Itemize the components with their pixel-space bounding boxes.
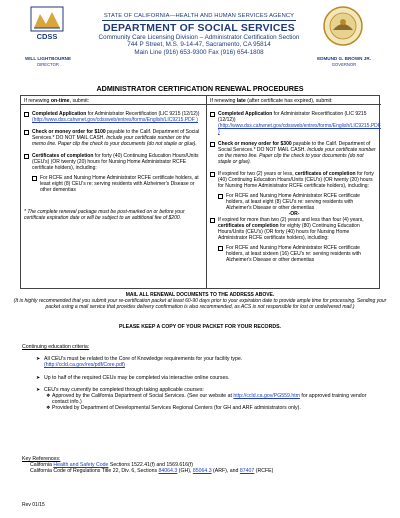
on-time-ceu-item <box>24 153 203 171</box>
checkbox[interactable] <box>210 218 215 223</box>
item-text: If expired for two (2) years or less, <box>218 171 295 177</box>
continuing-education-heading: Continuing education criteria: <box>22 344 90 350</box>
late-check-item <box>210 141 378 165</box>
late-header <box>207 96 381 105</box>
item-text: for Administrator Recertification (LIC 9215 (12/12)) <box>86 111 200 117</box>
reference-text: California Code of Regulations Title 22, Div. 6, Sections <box>30 468 159 475</box>
item-text: for Administrator Recertification (LIC 9215 (12/12)) <box>218 111 367 123</box>
item-bold: certificates of completion <box>218 223 279 229</box>
mail-instructions <box>12 292 388 310</box>
checkbox[interactable] <box>218 246 223 251</box>
criteria-subbullet <box>22 393 382 405</box>
key-references <box>22 456 382 475</box>
bullet-text: CEU's may currently be completed through taking applicable courses: <box>44 386 204 393</box>
late-header-bold: late <box>236 97 246 104</box>
late-column <box>207 96 381 288</box>
subitem-text: For RCFE and Nursing Home Administrator RCFE certificate holders, at least eight (8) CEU's re: serving residents with Alzheimer's Disease or other dementias <box>40 175 199 193</box>
agency-block <box>90 4 308 56</box>
on-time-header-post: , submit: <box>69 97 90 104</box>
section-87407-link[interactable]: 87407 <box>239 468 255 475</box>
criteria-bullet <box>22 375 382 381</box>
item-bold: Check or money order for $300 <box>218 141 292 147</box>
director-name: WILL LIGHTBOURNE <box>24 56 72 61</box>
late-header-post: (after certificate has expired), submit: <box>245 97 333 104</box>
postmark-note: * The complete renewal package must be post-marked on or before your certificate expiration date or will be subject to an additional fee of $200. <box>24 209 185 221</box>
arrow-bullet-icon: ➤ <box>36 356 41 363</box>
late-application-item <box>210 111 381 135</box>
item-bold: certificates of completion <box>294 171 356 177</box>
item-text: for forty (40) Continuing Education Hours/Units (CEU's) (OR twenty (20) hours for Nursing Home Administrator RCFE certificate holders), including: <box>218 171 374 189</box>
item-text: payable to the Calif. Department of Social Services.* DO NOT MAIL CASH. <box>32 129 200 141</box>
checkbox[interactable] <box>24 112 29 117</box>
criteria-subbullet <box>22 405 382 411</box>
checkbox[interactable] <box>218 194 223 199</box>
section-84064-link[interactable]: 84064.3 <box>158 468 178 475</box>
arrow-bullet-icon: ➤ <box>36 374 41 381</box>
checkbox[interactable] <box>24 130 29 135</box>
on-time-header-pre: If renewing <box>24 97 51 104</box>
governor-title: GOVERNOR <box>331 62 357 67</box>
address-line: 744 P Street, M.S. 9-14-47, Sacramento, CA 95814 <box>127 41 271 49</box>
keep-copy-notice: PLEASE KEEP A COPY OF YOUR PACKET FOR YOUR RECORDS. <box>119 324 281 330</box>
late-ceu-80-item <box>210 217 378 241</box>
item-italic: Include your certificate number on the memo line. Paper clip the check to your documents (do not staple or glue). <box>32 135 197 147</box>
director-title: DIRECTOR <box>37 62 59 67</box>
subbullet-text: for approved training vendor contact info.) <box>52 393 367 406</box>
diamond-bullet-icon: ❖ <box>46 393 51 400</box>
on-time-application-item <box>24 111 203 123</box>
checkbox[interactable] <box>210 172 215 177</box>
subbullet-text: Approved by the California Department of Social Services. (See our website at <box>52 393 234 400</box>
subbullet-text: Provided by Department of Developmental Services Regional Centers (for GH and ARF administrators only). <box>52 405 301 412</box>
application-form-link[interactable]: (http://www.dss.cahwnet.gov/cdssweb/entres/forms/English/LIC9215.PDF ) <box>32 117 198 123</box>
reference-text: (RCFE) <box>254 468 274 475</box>
on-time-header <box>21 96 206 105</box>
subitem-text: For RCFE and Nursing Home Administrator RCFE certificate holders, at least eight (8) CEU's re: serving residents with Alzheimer's Disease or other dementias <box>226 193 360 211</box>
reference-text: (GH), <box>177 468 193 475</box>
reference-text: California <box>30 462 54 469</box>
renewal-table <box>20 95 380 289</box>
item-text: payable to the Calif. Department of Social Services.* DO NOT MAIL CASH. <box>218 141 371 153</box>
key-references-heading: Key References: <box>22 456 61 462</box>
on-time-column <box>21 96 207 288</box>
application-form-link[interactable]: (http://www.dss.cahwnet.gov/cdssweb/entres/forms/English/LIC9215.PDF ) <box>218 123 381 135</box>
document-title: ADMINISTRATOR CERTIFICATION RENEWAL PROCEDURES <box>96 84 304 93</box>
diamond-bullet-icon: ❖ <box>46 405 51 412</box>
agency-name: DEPARTMENT OF SOCIAL SERVICES <box>103 23 295 34</box>
item-bold: Completed Application <box>32 111 87 117</box>
item-text: If expired for more than two (2) years and less than four (4) years, <box>218 217 364 223</box>
checkbox[interactable] <box>210 112 215 117</box>
core-of-knowledge-link[interactable]: (http://ccld.ca.gov/res/pdf/Core.pdf) <box>44 362 126 369</box>
mail-heading: MAIL ALL RENEWAL DOCUMENTS TO THE ADDRESS ABOVE. <box>125 292 275 298</box>
division-line: Community Care Licensing Division – Administrator Certification Section <box>98 34 300 41</box>
letterhead <box>0 0 400 78</box>
cdss-logo-text: CDSS <box>36 32 58 41</box>
late-header-pre: If renewing <box>210 97 237 104</box>
item-bold: Completed Application <box>218 111 273 117</box>
bullet-text: Up to half of the required CEUs may be completed via interactive online courses. <box>44 374 230 381</box>
late-ceu-40-item <box>210 171 378 189</box>
late-rcfe-subitem-1 <box>210 193 378 211</box>
on-time-rcfe-subitem <box>24 175 203 193</box>
reference-text: Sections 1522.41(f) and 1569.616(f) <box>108 462 193 469</box>
revision-label: Rev 01/15 <box>22 502 45 508</box>
criteria-bullet <box>22 356 382 368</box>
checkbox[interactable] <box>210 142 215 147</box>
item-bold: Check or money order for $100 <box>32 129 106 135</box>
subitem-text: For RCFE and Nursing Home Administrator RCFE certificate holders, at least sixteen (16) CEU's re: serving residents with Alzheimer's Disease or other dementias <box>226 245 361 263</box>
bullet-text: All CEU's must be related to the Core of Knowledge requirements for your facility type. <box>44 356 243 363</box>
reference-text: (ARF), and <box>211 468 240 475</box>
on-time-header-bold: on-time <box>50 97 70 104</box>
key-reference-line <box>22 468 382 474</box>
health-safety-code-link[interactable]: Health and Safety Code <box>53 462 109 469</box>
item-italic: Include your certificate number on the memo line. Paper clip the check to your documents (do not staple or glue). <box>218 147 376 165</box>
item-text: for eighty (80) Continuing Education Hours/Units (CEU's) (OR forty (40) hours for Nursing Home Administrator RCFE certificate holders), including: <box>218 223 360 241</box>
checkbox[interactable] <box>32 176 37 181</box>
cdss-logo-icon <box>30 6 64 42</box>
on-time-check-item <box>24 129 203 147</box>
section-85064-link[interactable]: 85064.3 <box>192 468 212 475</box>
or-separator: -OR- <box>288 211 300 217</box>
arrow-bullet-icon: ➤ <box>36 386 41 393</box>
item-bold: Certificates of completion <box>32 153 94 159</box>
agency-line: STATE OF CALIFORNIA—HEALTH AND HUMAN SERVICES AGENCY <box>103 13 295 19</box>
training-vendor-link[interactable]: http://ccld.ca.gov/PG559.htm <box>233 393 300 400</box>
mail-body: (It is highly recommended that you submit your re-certification packet at least 60-90 days prior to your expiration date to provide ample time for processing. Sending your packet using a mail service that provides delivery confirmation is also recommended, as ACS is not responsible for lost or undelivered mail.) <box>13 298 387 310</box>
governor-name: EDMUND G. BROWN JR. <box>317 56 371 61</box>
phone-line: Main Line (916) 653-9300 Fax (916) 654-1808 <box>134 48 264 56</box>
state-seal-icon <box>323 6 363 46</box>
item-text: for forty (40) Continuing Education Hours/Units (CEU's) (OR twenty (20) hours for Nursing Home Administrator RCFE certificate holders), including: <box>32 153 199 171</box>
late-rcfe-subitem-2 <box>210 245 378 263</box>
continuing-education-section <box>22 344 382 412</box>
checkbox[interactable] <box>24 154 29 159</box>
